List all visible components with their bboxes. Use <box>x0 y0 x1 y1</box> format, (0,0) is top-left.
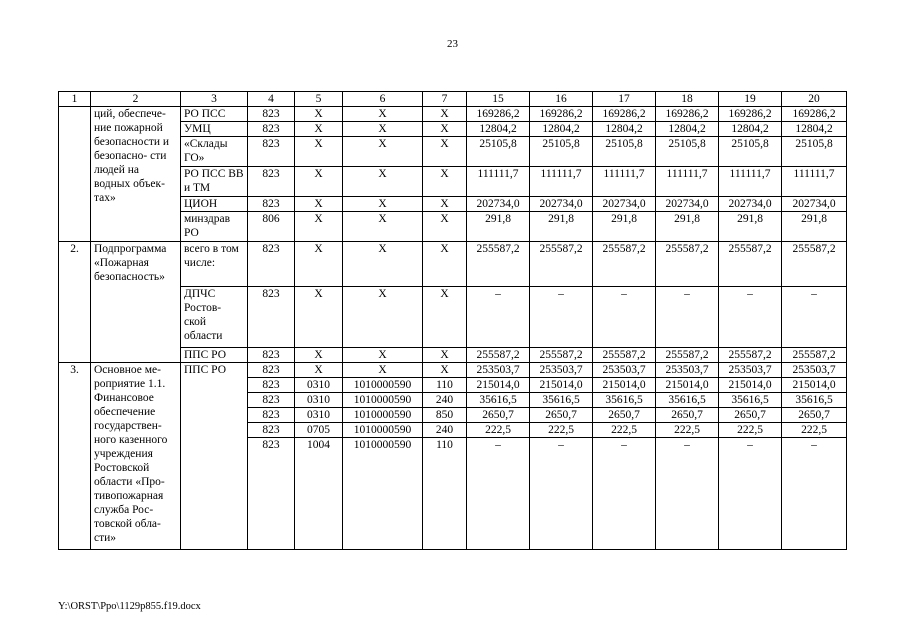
value-cell: Х <box>295 242 343 287</box>
value-cell: 255587,2 <box>530 348 593 363</box>
value-cell: 111111,7 <box>593 167 656 197</box>
value-cell: 823 <box>248 122 295 137</box>
value-cell: Х <box>423 197 467 212</box>
value-cell: 202734,0 <box>719 197 782 212</box>
value-cell: 111111,7 <box>467 167 530 197</box>
header-cell: 7 <box>423 92 467 107</box>
value-cell: 2650,7 <box>593 408 656 423</box>
value-cell: 2650,7 <box>530 408 593 423</box>
value-cell: 1010000590 <box>343 423 423 438</box>
value-cell: 1010000590 <box>343 393 423 408</box>
value-cell: 202734,0 <box>530 197 593 212</box>
value-cell: 291,8 <box>782 212 847 242</box>
value-cell: 215014,0 <box>719 378 782 393</box>
value-cell: 0310 <box>295 408 343 423</box>
value-cell: Х <box>343 197 423 212</box>
value-cell: 202734,0 <box>656 197 719 212</box>
value-cell: 255587,2 <box>467 242 530 287</box>
value-cell: 12804,2 <box>593 122 656 137</box>
value-cell: – <box>782 287 847 348</box>
value-cell: – <box>593 287 656 348</box>
value-cell: 291,8 <box>656 212 719 242</box>
value-cell: 35616,5 <box>656 393 719 408</box>
value-cell: 823 <box>248 363 295 378</box>
value-cell: Х <box>343 122 423 137</box>
value-cell: 2650,7 <box>782 408 847 423</box>
value-cell: 823 <box>248 408 295 423</box>
row-number-cell <box>59 107 91 242</box>
value-cell: – <box>593 438 656 550</box>
value-cell: 25105,8 <box>656 137 719 167</box>
value-cell: 12804,2 <box>530 122 593 137</box>
value-cell: 291,8 <box>719 212 782 242</box>
value-cell: Х <box>295 122 343 137</box>
header-cell: 19 <box>719 92 782 107</box>
value-cell: 823 <box>248 393 295 408</box>
value-cell: 240 <box>423 423 467 438</box>
value-cell: 222,5 <box>719 423 782 438</box>
header-cell: 5 <box>295 92 343 107</box>
value-cell: 215014,0 <box>656 378 719 393</box>
header-cell: 4 <box>248 92 295 107</box>
value-cell: 169286,2 <box>719 107 782 122</box>
value-cell: – <box>782 438 847 550</box>
value-cell: 1004 <box>295 438 343 550</box>
value-cell: 291,8 <box>530 212 593 242</box>
header-cell: 18 <box>656 92 719 107</box>
value-cell: Х <box>423 363 467 378</box>
org-cell: ППС РО <box>181 348 248 363</box>
value-cell: 823 <box>248 378 295 393</box>
table-row <box>59 107 847 122</box>
value-cell: 215014,0 <box>467 378 530 393</box>
value-cell: 823 <box>248 137 295 167</box>
value-cell: – <box>467 287 530 348</box>
value-cell: 12804,2 <box>656 122 719 137</box>
header-cell: 1 <box>59 92 91 107</box>
description-cell: Подпрограмма «Пожарная безопасность» <box>91 242 181 363</box>
value-cell: 253503,7 <box>530 363 593 378</box>
value-cell: Х <box>423 348 467 363</box>
org-cell: РО ПСС <box>181 107 248 122</box>
value-cell: 25105,8 <box>467 137 530 167</box>
value-cell: 253503,7 <box>656 363 719 378</box>
value-cell: Х <box>295 197 343 212</box>
value-cell: 255587,2 <box>782 348 847 363</box>
value-cell: 823 <box>248 167 295 197</box>
value-cell: 1010000590 <box>343 378 423 393</box>
value-cell: – <box>719 287 782 348</box>
value-cell: Х <box>295 363 343 378</box>
org-cell: ППС РО <box>181 363 248 550</box>
value-cell: 169286,2 <box>467 107 530 122</box>
value-cell: 255587,2 <box>656 348 719 363</box>
value-cell: 253503,7 <box>782 363 847 378</box>
value-cell: 169286,2 <box>593 107 656 122</box>
value-cell: Х <box>343 167 423 197</box>
value-cell: 110 <box>423 378 467 393</box>
value-cell: 240 <box>423 393 467 408</box>
value-cell: 253503,7 <box>719 363 782 378</box>
value-cell: 222,5 <box>530 423 593 438</box>
value-cell: 25105,8 <box>719 137 782 167</box>
value-cell: Х <box>423 212 467 242</box>
value-cell: Х <box>295 348 343 363</box>
value-cell: Х <box>343 348 423 363</box>
header-cell: 6 <box>343 92 423 107</box>
value-cell: 0705 <box>295 423 343 438</box>
value-cell: 111111,7 <box>530 167 593 197</box>
value-cell: – <box>719 438 782 550</box>
value-cell: 291,8 <box>593 212 656 242</box>
value-cell: 169286,2 <box>530 107 593 122</box>
value-cell: 202734,0 <box>467 197 530 212</box>
value-cell: 2650,7 <box>656 408 719 423</box>
budget-table <box>58 91 847 550</box>
value-cell: 169286,2 <box>656 107 719 122</box>
value-cell: Х <box>295 287 343 348</box>
page-number: 23 <box>447 38 458 50</box>
value-cell: Х <box>423 167 467 197</box>
value-cell: 12804,2 <box>719 122 782 137</box>
value-cell: 35616,5 <box>593 393 656 408</box>
value-cell: 253503,7 <box>467 363 530 378</box>
value-cell: 253503,7 <box>593 363 656 378</box>
org-cell: минздрав РО <box>181 212 248 242</box>
value-cell: 215014,0 <box>530 378 593 393</box>
value-cell: 255587,2 <box>656 242 719 287</box>
header-cell: 16 <box>530 92 593 107</box>
header-cell: 2 <box>91 92 181 107</box>
value-cell: Х <box>343 287 423 348</box>
value-cell: 25105,8 <box>530 137 593 167</box>
value-cell: 823 <box>248 348 295 363</box>
table-row <box>59 363 847 378</box>
row-number-cell: 2. <box>59 242 91 363</box>
header-cell: 17 <box>593 92 656 107</box>
table-row <box>59 242 847 287</box>
value-cell: Х <box>423 122 467 137</box>
org-cell: «Склады ГО» <box>181 137 248 167</box>
row-number-cell: 3. <box>59 363 91 550</box>
value-cell: 255587,2 <box>593 348 656 363</box>
org-cell: РО ПСС ВВ и ТМ <box>181 167 248 197</box>
header-row <box>59 92 847 107</box>
value-cell: 12804,2 <box>467 122 530 137</box>
value-cell: Х <box>343 363 423 378</box>
value-cell: Х <box>343 212 423 242</box>
value-cell: 0310 <box>295 393 343 408</box>
value-cell: 1010000590 <box>343 408 423 423</box>
value-cell: – <box>530 287 593 348</box>
value-cell: 291,8 <box>467 212 530 242</box>
value-cell: 823 <box>248 287 295 348</box>
value-cell: 255587,2 <box>719 242 782 287</box>
value-cell: 111111,7 <box>719 167 782 197</box>
value-cell: 222,5 <box>593 423 656 438</box>
value-cell: Х <box>423 287 467 348</box>
value-cell: 823 <box>248 423 295 438</box>
value-cell: 169286,2 <box>782 107 847 122</box>
value-cell: 823 <box>248 438 295 550</box>
value-cell: 25105,8 <box>782 137 847 167</box>
value-cell: 111111,7 <box>782 167 847 197</box>
value-cell: 255587,2 <box>593 242 656 287</box>
value-cell: Х <box>423 242 467 287</box>
value-cell: 2650,7 <box>719 408 782 423</box>
value-cell: 255587,2 <box>719 348 782 363</box>
value-cell: 806 <box>248 212 295 242</box>
value-cell: Х <box>423 107 467 122</box>
value-cell: 2650,7 <box>467 408 530 423</box>
value-cell: 110 <box>423 438 467 550</box>
description-cell: ций, обеспече- ние пожарной безопасности и безопасно- сти людей на водных объек- тах» <box>91 107 181 242</box>
header-cell: 3 <box>181 92 248 107</box>
value-cell: Х <box>423 137 467 167</box>
org-cell: УМЦ <box>181 122 248 137</box>
value-cell: 255587,2 <box>782 242 847 287</box>
value-cell: 823 <box>248 242 295 287</box>
value-cell: 202734,0 <box>593 197 656 212</box>
value-cell: 12804,2 <box>782 122 847 137</box>
value-cell: – <box>656 287 719 348</box>
value-cell: Х <box>295 167 343 197</box>
value-cell: 111111,7 <box>656 167 719 197</box>
value-cell: Х <box>295 212 343 242</box>
header-cell: 20 <box>782 92 847 107</box>
value-cell: – <box>467 438 530 550</box>
value-cell: Х <box>295 107 343 122</box>
value-cell: Х <box>343 107 423 122</box>
org-cell: ЦИОН <box>181 197 248 212</box>
value-cell: – <box>656 438 719 550</box>
value-cell: 255587,2 <box>467 348 530 363</box>
value-cell: 35616,5 <box>782 393 847 408</box>
value-cell: 35616,5 <box>530 393 593 408</box>
value-cell: 215014,0 <box>593 378 656 393</box>
value-cell: 215014,0 <box>782 378 847 393</box>
value-cell: Х <box>343 242 423 287</box>
value-cell: – <box>530 438 593 550</box>
value-cell: 850 <box>423 408 467 423</box>
value-cell: 1010000590 <box>343 438 423 550</box>
footer-file-path: Y:\ORST\Ppo\1129p855.f19.docx <box>58 601 201 612</box>
value-cell: 222,5 <box>656 423 719 438</box>
value-cell: 25105,8 <box>593 137 656 167</box>
org-cell: ДПЧС Ростов- ской области <box>181 287 248 348</box>
value-cell: Х <box>295 137 343 167</box>
value-cell: 823 <box>248 107 295 122</box>
value-cell: 35616,5 <box>467 393 530 408</box>
description-cell: Основное ме- роприятие 1.1. Финансовое обеспечение государствен- ного казенного учреждения Ростовской области «Про- тивопожарная служба Рос- товской обла- сти» <box>91 363 181 550</box>
value-cell: 255587,2 <box>530 242 593 287</box>
value-cell: 222,5 <box>467 423 530 438</box>
header-cell: 15 <box>467 92 530 107</box>
value-cell: 222,5 <box>782 423 847 438</box>
value-cell: 202734,0 <box>782 197 847 212</box>
value-cell: 0310 <box>295 378 343 393</box>
value-cell: 35616,5 <box>719 393 782 408</box>
value-cell: Х <box>343 137 423 167</box>
value-cell: 823 <box>248 197 295 212</box>
org-cell: всего в том числе: <box>181 242 248 287</box>
